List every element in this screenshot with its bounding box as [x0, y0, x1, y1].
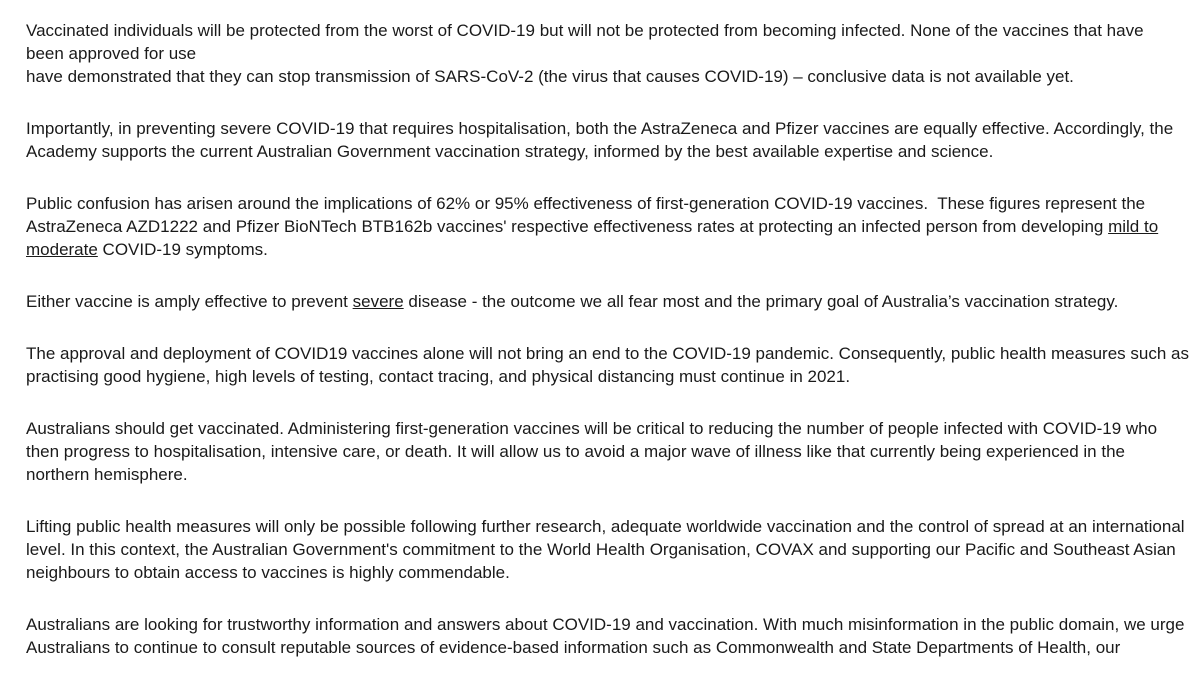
paragraph-text: Australians are looking for trustworthy information and answers about COVID-19 and vaccination. With much misinformation in the public domain, we urge Australians to continue to consult reputable sources of evidence-based information such as Commonwealth and State Departments of Health, our — [26, 615, 1185, 657]
paragraph-text: Lifting public health measures will only be possible following further research, adequate worldwide vaccination and the control of spread at an international level. In this context, the Australian Government's commitment to the World Health Organisation, COVAX and supporting our Pacific and Southeast Asian neighbours to obtain access to vaccines is highly commendable. — [26, 517, 1185, 582]
document-body — [26, 19, 1191, 688]
paragraph-text: Australians should get vaccinated. Administering first-generation vaccines will be critical to reducing the number of people infected with COVID-19 who then progress to hospitalisation, intensive care, or death. It will allow us to avoid a major wave of illness like that currently being experienced in the northern hemisphere. — [26, 419, 1158, 484]
paragraph-lifting-measures — [26, 515, 1191, 584]
paragraph-public-health-measures — [26, 342, 1191, 388]
paragraph-severe-disease — [26, 290, 1191, 313]
paragraph-text: COVID-19 symptoms. — [97, 240, 268, 259]
paragraph-line: been approved for use — [26, 44, 197, 63]
paragraph-text: disease - the outcome we all fear most and the primary goal of Australia’s vaccination strategy. — [403, 292, 1119, 311]
underlined-text-severe: severe — [352, 292, 404, 311]
paragraph-text: The approval and deployment of COVID19 vaccines alone will not bring an end to the COVID-19 pandemic. Consequently, public health measures such as practising good hygiene, high levels of testing, contact tracing, and physical distancing must continue in 2021. — [26, 344, 1189, 386]
paragraph-text: Public confusion has arisen around the implications of 62% or 95% effectiveness of first-generation COVID-19 vaccines. These figures represent the AstraZeneca AZD1222 and Pfizer BioNTech BTB162b vaccines' respective effectiveness rates at protecting an infected person from developing — [26, 194, 1146, 236]
underlined-text-mild-to-moderate: mild to moderate — [26, 217, 1159, 259]
paragraph-text: Either vaccine is amply effective to prevent — [26, 292, 353, 311]
paragraph-trustworthy-information — [26, 613, 1191, 659]
paragraph-line: have demonstrated that they can stop transmission of SARS-CoV-2 (the virus that causes COVID-19) – conclusive data is not available yet. — [26, 67, 1074, 86]
paragraph-text: Importantly, in preventing severe COVID-19 that requires hospitalisation, both the AstraZeneca and Pfizer vaccines are equally effective. Accordingly, the Academy supports the current Australian Government vaccination strategy, informed by the best available expertise and science. — [26, 119, 1174, 161]
paragraph-equally-effective — [26, 117, 1191, 163]
paragraph-vaccinated-protection — [26, 19, 1191, 88]
paragraph-get-vaccinated — [26, 417, 1191, 486]
paragraph-public-confusion — [26, 192, 1191, 261]
paragraph-line: Vaccinated individuals will be protected from the worst of COVID-19 but will not be protected from becoming infected. None of the vaccines that have — [26, 21, 1144, 40]
